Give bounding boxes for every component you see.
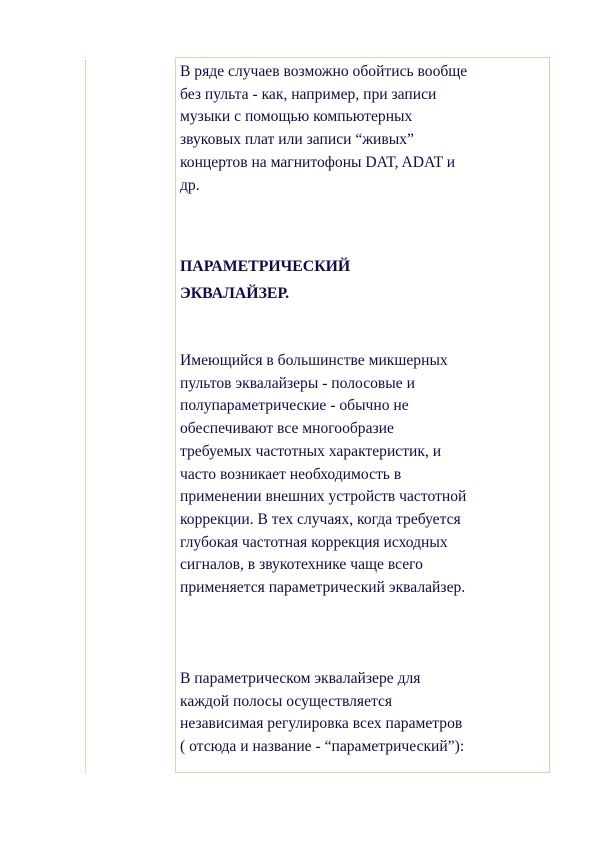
- text-line: независимая регулировка всех параметров: [180, 715, 463, 733]
- text-line: без пульта - как, например, при записи: [180, 85, 437, 103]
- text-line: глубокая частотная коррекция исходных: [180, 533, 448, 551]
- text-line: др.: [180, 176, 200, 194]
- paragraph-parametric: [180, 668, 546, 759]
- text-line: пультов эквалайзеры - полосовые и: [180, 374, 415, 392]
- text-line: каждой полосы осуществляется: [180, 692, 393, 710]
- text-line: В ряде случаев возможно обойтись вообще: [180, 63, 468, 80]
- text-line: полупараметрические - обычно не: [180, 397, 409, 415]
- paragraph-intro: [180, 61, 546, 197]
- text-line: часто возникает необходимость в: [180, 465, 402, 483]
- text-line: обеспечивают все многообразие: [180, 420, 394, 438]
- text-line: применении внешних устройств частотной: [180, 488, 467, 506]
- heading-line: ПАРАМЕТРИЧЕСКИЙ: [180, 258, 351, 275]
- text-line: звуковых плат или записи “живых”: [180, 131, 414, 149]
- text-line: В параметрическом эквалайзере для: [180, 670, 421, 687]
- text-line: ( отсюда и название - “параметрический”):: [180, 738, 465, 756]
- text-line: концертов на магнитофоны DAT, ADAT и: [180, 153, 456, 171]
- section-heading: [180, 253, 350, 307]
- heading-line: ЭКВАЛАЙЗЕР.: [180, 285, 290, 302]
- text-line: Имеющийся в большинстве микшерных: [180, 352, 448, 369]
- text-line: сигналов, в звукотехнике чаще всего: [180, 556, 423, 574]
- text-line: музыки с помощью компьютерных: [180, 108, 413, 126]
- paragraph-equalizers: [180, 350, 546, 600]
- text-line: требуемых частотных характеристик, и: [180, 442, 442, 460]
- margin-dotted-rule: [85, 60, 86, 772]
- text-line: коррекции. В тех случаях, когда требуется: [180, 510, 461, 528]
- text-line: применяется параметрический эквалайзер.: [180, 579, 466, 597]
